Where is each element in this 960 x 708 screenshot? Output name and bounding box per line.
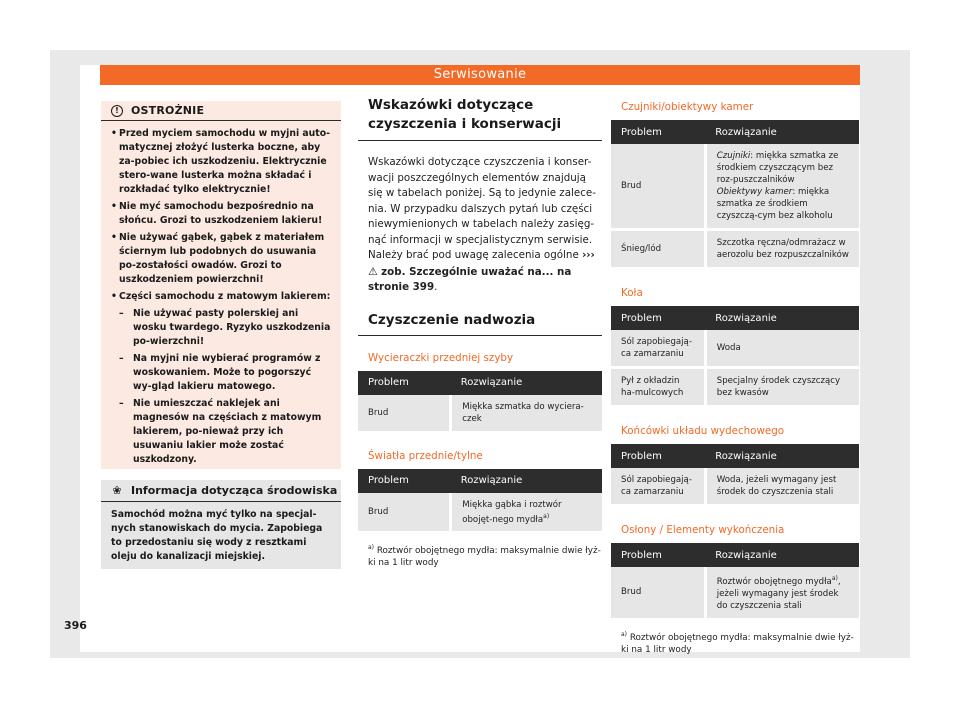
page-number: 396 xyxy=(64,619,87,632)
cell-problem: Sól zapobiegają-ca zamarzaniu xyxy=(611,468,705,506)
wheels-table xyxy=(611,306,859,408)
column-header-problem: Problem xyxy=(358,469,451,493)
chapter-header: Serwisowanie xyxy=(100,65,860,85)
table-header-row xyxy=(611,306,859,330)
cell-problem: Sól zapobiegają-ca zamarzaniu xyxy=(611,330,705,368)
table-title-wheels: Koła xyxy=(621,287,643,299)
lights-table xyxy=(358,469,602,535)
cell-solution: Szczotka ręczna/odmrażacz w aerozolu bez rozpuszczalników xyxy=(705,230,859,269)
caution-info-icon: ! xyxy=(111,105,123,117)
cell-solution: Woda, jeżeli wymagany jest środek do czyszczenia stali xyxy=(705,468,859,506)
footnote-text: Roztwór obojętnego mydła: maksymalnie dwie łyż-ki na 1 litr wody xyxy=(621,632,854,655)
table-row xyxy=(611,567,859,619)
footnote-marker: a) xyxy=(368,544,375,552)
column-header-problem: Problem xyxy=(611,120,705,144)
environment-header xyxy=(101,480,341,502)
caution-title: OSTROŻNIE xyxy=(131,104,205,117)
footnote xyxy=(611,629,859,656)
table-row xyxy=(611,468,859,506)
cell-solution xyxy=(451,493,602,533)
table-title-sensors: Czujniki/obiektywy kamer xyxy=(621,101,754,113)
wipers-table xyxy=(358,371,602,434)
reference-arrows: ››› xyxy=(582,249,595,261)
sensors-table xyxy=(611,120,859,270)
solution-label: Czujniki xyxy=(716,151,751,161)
cell-problem: Brud xyxy=(358,395,451,433)
table-row xyxy=(358,493,602,533)
table-title-wipers: Wycieraczki przedniej szyby xyxy=(368,351,514,364)
caution-item: • Przed myciem samochodu w myjni auto-matycznej złożyć lusterka boczne, aby za-pobiec ich uszkodzeniu. Elektrycznie stero-wane lusterka można składać i rozkładać tylko elektrycznie! xyxy=(111,127,331,197)
table-row xyxy=(611,144,859,230)
table-title-lights: Światła przednie/tylne xyxy=(368,449,483,462)
caution-item: • Nie używać gąbek, gąbek z materiałem ściernym lub podobnych do usuwania po-zostałości owadów. Grozi to uszkodzeniem powierzchni! xyxy=(111,231,331,287)
column-header-problem: Problem xyxy=(611,543,705,567)
column-header-solution: Rozwiązanie xyxy=(705,120,859,144)
environment-title: Informacja dotycząca środowiska xyxy=(131,484,338,497)
exhaust-table xyxy=(611,444,859,507)
table-header-row xyxy=(611,444,859,468)
table-title-trims: Osłony / Elementy wykończenia xyxy=(621,524,785,536)
intro-paragraph xyxy=(358,155,602,296)
footnote-text: Roztwór obojętnego mydła: maksymalnie dwie łyż-ki na 1 litr wody xyxy=(368,546,601,569)
cell-solution: Specjalny środek czyszczący bez kwasów xyxy=(705,368,859,407)
cell-problem: Brud xyxy=(611,567,705,619)
section-heading: Wskazówki dotyczące czyszczenia i konserwacji xyxy=(358,96,602,141)
solution-text: Roztwór obojętnego mydła xyxy=(716,576,832,587)
subsection-heading: Czyszczenie nadwozia xyxy=(358,312,602,336)
solution-text: : miękka szmatka ze środkiem czyszczą-cym bez alkoholu xyxy=(716,187,833,221)
cell-problem: Pył z okładzin ha-mulcowych xyxy=(611,368,705,407)
column-header-solution: Rozwiązanie xyxy=(705,444,859,468)
caution-subitem: – Nie używać pasty polerskiej ani wosku twardego. Ryzyko uszkodzenia po-wierzchni! xyxy=(115,307,331,349)
table-row xyxy=(611,368,859,407)
caution-header xyxy=(101,101,341,121)
table-title-exhaust: Końcówki układu wydechowego xyxy=(621,425,785,437)
caution-item: • Nie myć samochodu bezpośrednio na słońcu. Grozi to uszkodzeniem lakieru! xyxy=(111,200,331,228)
middle-column xyxy=(358,96,602,569)
footnote xyxy=(358,542,602,569)
intro-text: Wskazówki dotyczące czyszczenia i konser-wacji poszczególnych elementów znajdują się w tabelach poniżej. Są to jedynie zalece-nia. W przypadku dalszych pytań lub części niewymienionych w tabelach należy zasięg-nąć informacji w specjalistycznym serwisie. Należy brać pod uwagę zalecenia ogólne xyxy=(368,156,596,261)
solution-text: Miękka gąbka i roztwór obojęt-nego mydła xyxy=(462,499,562,525)
environment-text: Samochód można myć tylko na specjal-nych stanowiskach do mycia. Zapobiega to przedostaniu się wody z resztkami oleju do kanalizacji miejskiej. xyxy=(111,509,323,562)
column-header-solution: Rozwiązanie xyxy=(451,469,602,493)
table-row xyxy=(611,230,859,269)
footnote-marker: a) xyxy=(621,630,628,638)
table-header-row xyxy=(358,371,602,395)
cell-solution xyxy=(705,567,859,619)
cell-solution xyxy=(705,144,859,230)
column-header-problem: Problem xyxy=(611,444,705,468)
cell-solution: Miękka szmatka do wyciera-czek xyxy=(451,395,602,433)
table-row xyxy=(611,330,859,368)
caution-subitem: – Na myjni nie wybierać programów z woskowaniem. Może to pogorszyć wy-gląd lakieru matowego. xyxy=(115,352,331,394)
footnote-marker: a) xyxy=(543,512,550,520)
cell-solution: Woda xyxy=(705,330,859,368)
solution-tail: , jeżeli wymagany jest środek do czyszczenia stali xyxy=(716,576,841,611)
right-column xyxy=(611,101,859,656)
page-reference-link[interactable]: zob. Szczególnie uważać na... na stronie 399 xyxy=(368,265,572,293)
environment-leaf-icon: ❀ xyxy=(112,484,122,497)
footnote-marker: a) xyxy=(831,575,838,582)
column-header-solution: Rozwiązanie xyxy=(451,371,602,395)
caution-body xyxy=(101,121,341,467)
caution-subitem: – Nie umieszczać naklejek ani magnesów na częściach z matowym lakierem, po-nieważ przy ich usuwaniu lakier może zostać uszkodzony. xyxy=(115,397,331,467)
table-header-row xyxy=(611,120,859,144)
reference-period: . xyxy=(434,281,438,293)
column-header-solution: Rozwiązanie xyxy=(705,306,859,330)
cell-problem: Śnieg/lód xyxy=(611,230,705,269)
column-header-problem: Problem xyxy=(611,306,705,330)
column-header-solution: Rozwiązanie xyxy=(705,543,859,567)
caution-item: • Części samochodu z matowym lakierem: xyxy=(111,290,331,304)
warning-triangle-icon: ⚠ xyxy=(368,264,378,278)
solution-label: Obiektywy kamer xyxy=(716,187,793,197)
cell-problem: Brud xyxy=(358,493,451,533)
caution-box xyxy=(101,101,341,469)
column-header-problem: Problem xyxy=(358,371,451,395)
solution-text: : miękka szmatka ze środkiem czyszczącym bez roz-puszczalników xyxy=(716,151,839,185)
table-header-row xyxy=(611,543,859,567)
environment-box xyxy=(101,480,341,569)
table-row xyxy=(358,395,602,433)
table-header-row xyxy=(358,469,602,493)
cell-problem: Brud xyxy=(611,144,705,230)
trims-table xyxy=(611,543,859,621)
